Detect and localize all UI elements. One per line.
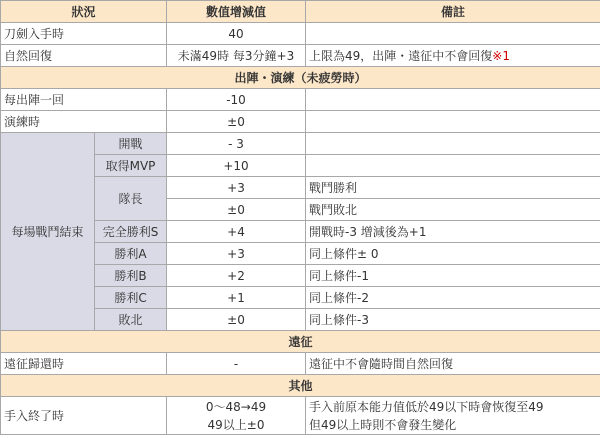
sub-label: 取得MVP: [95, 155, 167, 177]
row-note: 同上條件± 0: [306, 243, 600, 265]
row-label: 遠征歸還時: [1, 353, 167, 375]
row-value-line: 49以上±0: [207, 417, 265, 432]
table-row: [1, 45, 600, 67]
row-value-line: 0～48→49: [205, 399, 267, 414]
table-row: [1, 23, 600, 45]
section-expedition-title: 遠征: [1, 331, 600, 353]
row-label: 自然回復: [1, 45, 167, 67]
row-label: 刀劍入手時: [1, 23, 167, 45]
row-value: +10: [167, 155, 306, 177]
row-value: +2: [167, 265, 306, 287]
table-row: [1, 89, 600, 111]
row-value: +1: [167, 287, 306, 309]
table-row: [1, 133, 600, 155]
row-note: 戰鬥敗北: [306, 199, 600, 221]
section-row: [1, 375, 600, 397]
sub-label: 敗北: [95, 309, 167, 331]
row-value: - 3: [167, 133, 306, 155]
section-other-title: 其他: [1, 375, 600, 397]
row-note: [306, 397, 600, 435]
table-row: [1, 353, 600, 375]
row-note: 同上條件-2: [306, 287, 600, 309]
row-value: +3: [167, 177, 306, 199]
sub-label: 開戰: [95, 133, 167, 155]
row-value: ±0: [167, 309, 306, 331]
section-battle-title: 出陣・演練（未疲勞時）: [1, 67, 600, 89]
row-value: ±0: [167, 111, 306, 133]
row-value: ±0: [167, 199, 306, 221]
row-note: 遠征中不會隨時間自然回復: [306, 353, 600, 375]
row-value: -10: [167, 89, 306, 111]
header-status: 狀況: [1, 1, 167, 23]
footnote-link[interactable]: ※1: [492, 48, 510, 63]
row-value: [167, 397, 306, 435]
row-note: [306, 23, 600, 45]
row-label: 演練時: [1, 111, 167, 133]
row-note: [306, 155, 600, 177]
row-note: 同上條件-3: [306, 309, 600, 331]
group-label: 每場戰鬥結束: [1, 133, 95, 331]
row-label: 手入終了時: [1, 397, 167, 435]
row-value: 40: [167, 23, 306, 45]
header-note: 備註: [306, 1, 600, 23]
table-row: [1, 111, 600, 133]
sub-label: 完全勝利S: [95, 221, 167, 243]
row-note: [306, 111, 600, 133]
table-row: [1, 397, 600, 435]
row-note: 同上條件-1: [306, 265, 600, 287]
row-note: [306, 45, 600, 67]
row-note-line: 但49以上時則不會發生變化: [309, 417, 457, 432]
sub-label: 隊長: [95, 177, 167, 221]
row-note: [306, 133, 600, 155]
sub-label: 勝利B: [95, 265, 167, 287]
row-value: -: [167, 353, 306, 375]
row-note-line: 手入前原本能力值低於49以下時會恢復至49: [309, 399, 544, 414]
sub-label: 勝利C: [95, 287, 167, 309]
table-header-row: [1, 1, 600, 23]
row-note: [306, 89, 600, 111]
row-value: +4: [167, 221, 306, 243]
row-note: 戰鬥勝利: [306, 177, 600, 199]
row-value: 未滿49時 每3分鐘+3: [167, 45, 306, 67]
row-note: 開戰時-3 增減後為+1: [306, 221, 600, 243]
header-value: 數值增減值: [167, 1, 306, 23]
section-row: [1, 331, 600, 353]
row-note-text: 上限為49，出陣・遠征中不會回復: [309, 48, 493, 63]
section-row: [1, 67, 600, 89]
sub-label: 勝利A: [95, 243, 167, 265]
row-value: +3: [167, 243, 306, 265]
row-label: 每出陣一回: [1, 89, 167, 111]
